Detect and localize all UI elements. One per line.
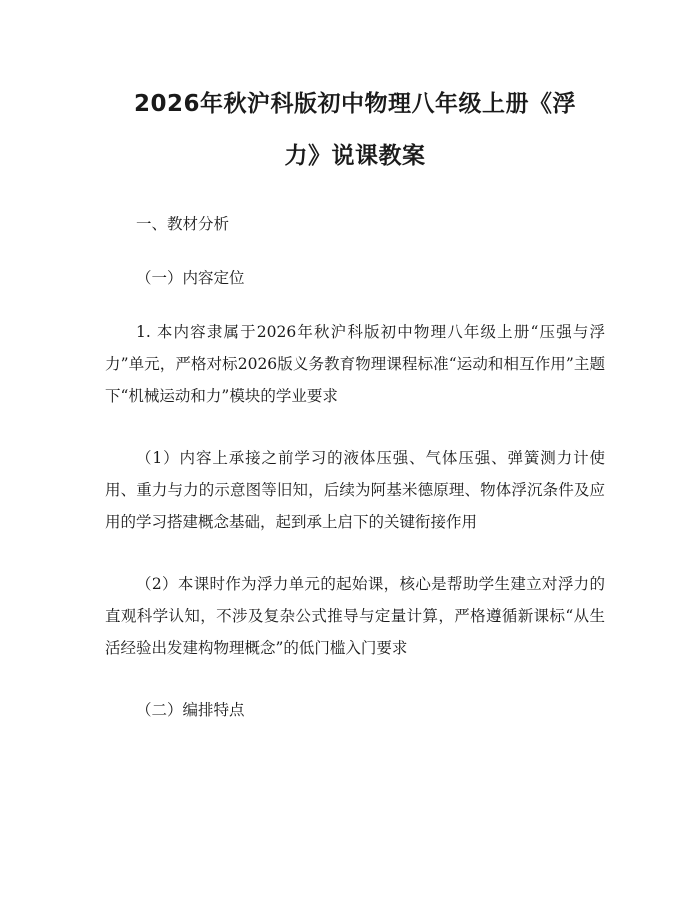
document-body [105, 208, 605, 726]
subsection-heading-arrangement-features: （二）编排特点 [136, 701, 245, 719]
subsection-heading-content-positioning: （一）内容定位 [136, 269, 245, 287]
paragraph-lesson-core: （2）本课时作为浮力单元的起始课，核心是帮助学生建立对浮力的直观科学认知，不涉及复杂公式推导与定量计算，严格遵循新课标“从生活经验出发建构物理概念”的低门槛入门要求 [105, 575, 605, 657]
document-title [105, 0, 605, 182]
title-line-1: 2026年秋沪科版初中物理八年级上册《浮 [133, 91, 576, 117]
paragraph-content-connection: （1）内容上承接之前学习的液体压强、气体压强、弹簧测力计使用、重力与力的示意图等旧知，后续为阿基米德原理、物体浮沉条件及应用的学习搭建概念基础，起到承上启下的关键衔接作用 [105, 449, 605, 531]
paragraph-unit-affiliation: 1. 本内容隶属于2026年秋沪科版初中物理八年级上册“压强与浮力”单元，严格对标2026版义务教育物理课程标准“运动和相互作用”主题下“机械运动和力”模块的学业要求 [105, 323, 605, 405]
section-heading-teaching-material-analysis: 一、教材分析 [136, 215, 230, 233]
title-line-2: 力》说课教案 [284, 143, 426, 169]
